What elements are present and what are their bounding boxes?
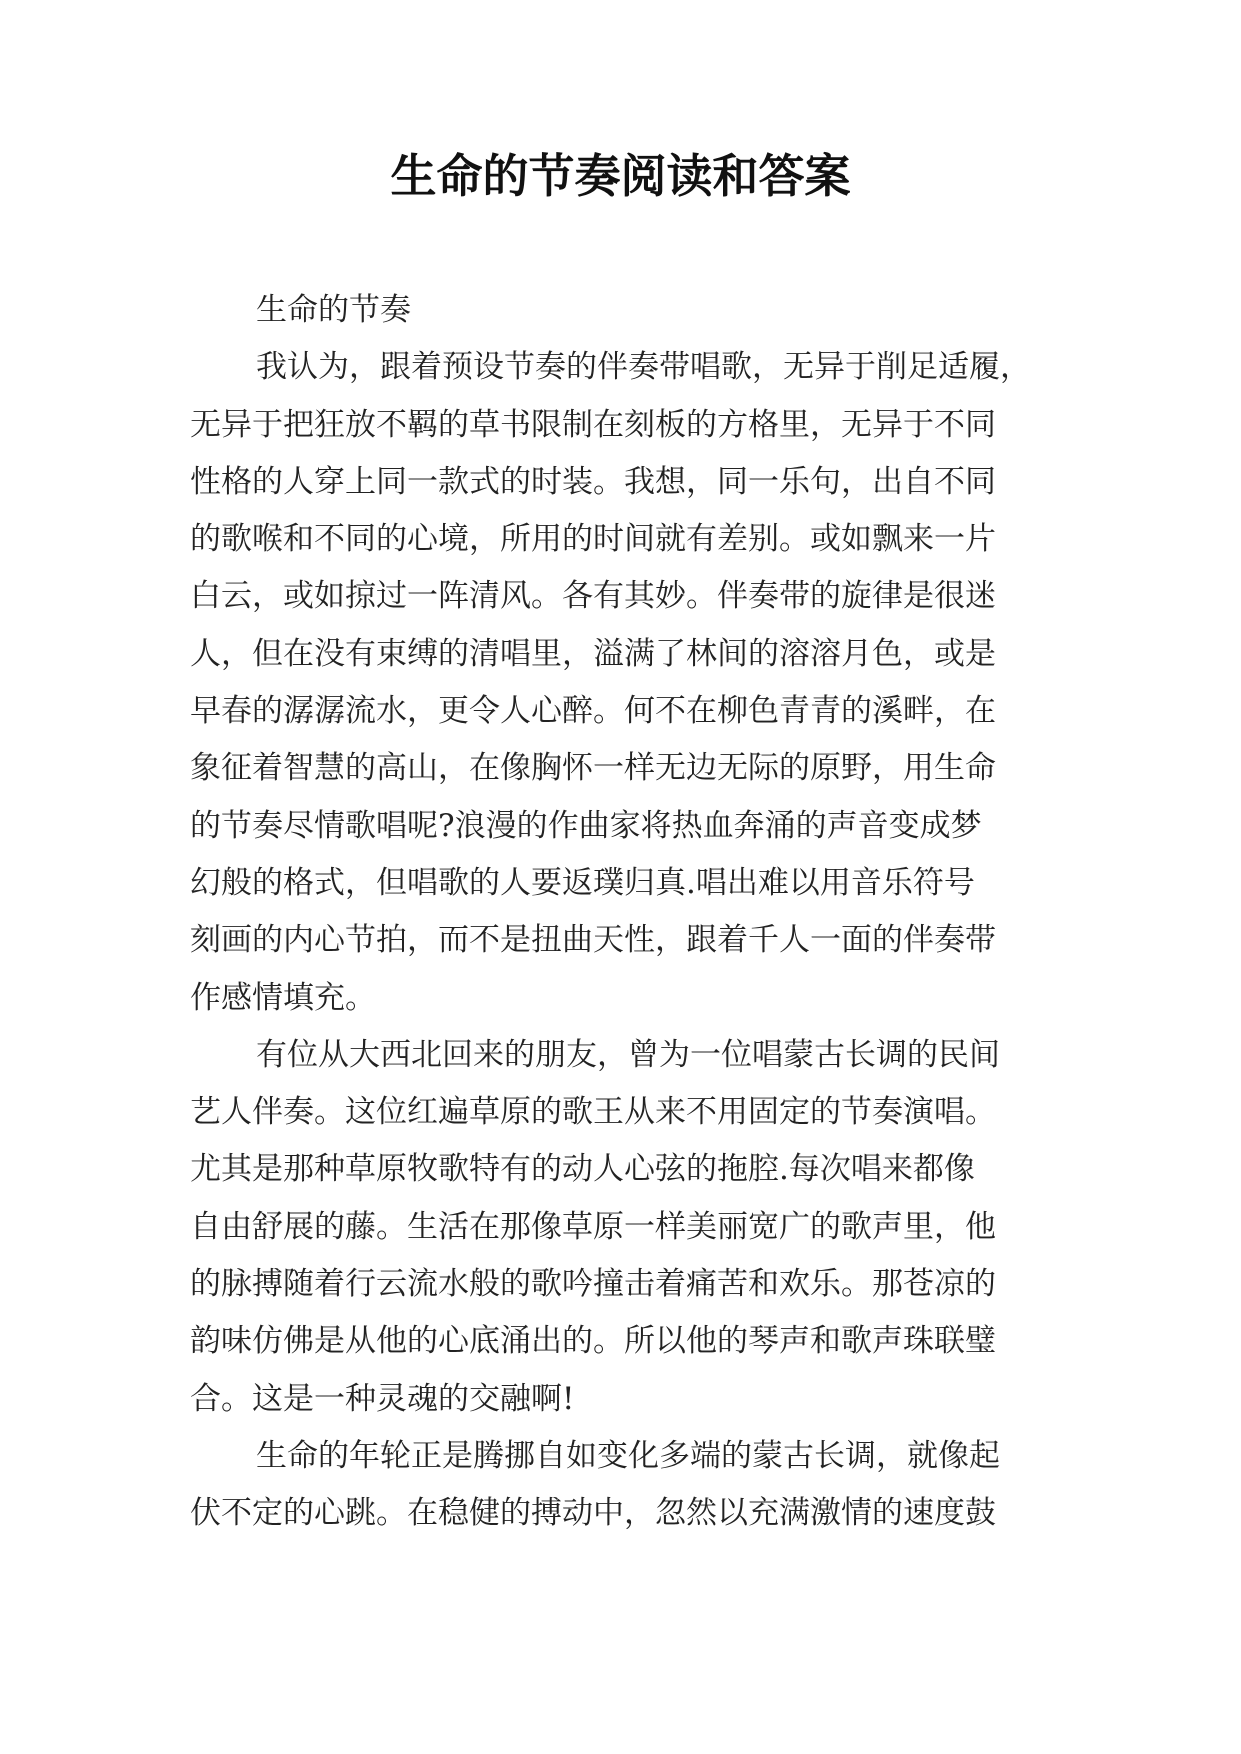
text-line: 作感情填充。 [190, 979, 376, 1016]
text-line: 艺人伴奏。这位红遍草原的歌王从来不用固定的节奏演唱。 [190, 1094, 996, 1131]
section-heading [190, 282, 1070, 339]
text-line: 的节奏尽情歌唱呢?浪漫的作曲家将热血奔涌的声音变成梦 [190, 807, 982, 844]
text-line: 白云，或如掠过一阵清风。各有其妙。伴奏带的旋律是很迷 [190, 578, 996, 615]
paragraph-3 [190, 1428, 1070, 1543]
text-line: 幻般的格式，但唱歌的人要返璞归真.唱出难以用音乐符号 [190, 864, 975, 901]
text-line: 早春的潺潺流水，更令人心醉。何不在柳色青青的溪畔，在 [190, 693, 996, 730]
paragraph-2 [190, 1027, 1070, 1428]
text-line: 的歌喉和不同的心境，所用的时间就有差别。或如飘来一片 [190, 521, 996, 558]
text-line: 人，但在没有束缚的清唱里，溢满了林间的溶溶月色，或是 [190, 635, 996, 672]
text-line: 象征着智慧的高山，在像胸怀一样无边无际的原野，用生命 [190, 750, 996, 787]
text-line: 韵味仿佛是从他的心底涌出的。所以他的琴声和歌声珠联璧 [190, 1323, 996, 1360]
paragraph-1 [190, 339, 1070, 1027]
text-line: 合。这是一种灵魂的交融啊! [190, 1380, 575, 1417]
text-line: 我认为，跟着预设节奏的伴奏带唱歌，无异于削足适履， [256, 349, 1031, 386]
document-title: 生命的节奏阅读和答案 [390, 149, 851, 203]
text-line: 生命的年轮正是腾挪自如变化多端的蒙古长调，就像起 [256, 1437, 1000, 1474]
text-line: 伏不定的心跳。在稳健的搏动中，忽然以充满激情的速度鼓 [190, 1495, 996, 1532]
text-line: 的脉搏随着行云流水般的歌吟撞击着痛苦和欢乐。那苍凉的 [190, 1266, 996, 1303]
text-line: 尤其是那种草原牧歌特有的动人心弦的拖腔.每次唱来都像 [190, 1151, 975, 1188]
text-line: 自由舒展的藤。生活在那像草原一样美丽宽广的歌声里，他 [190, 1208, 996, 1245]
text-line: 有位从大西北回来的朋友，曾为一位唱蒙古长调的民间 [256, 1036, 1000, 1073]
text-line: 无异于把狂放不羁的草书限制在刻板的方格里，无异于不同 [190, 406, 996, 443]
document-body [190, 282, 1070, 1543]
text-line: 生命的节奏 [256, 292, 411, 328]
text-line: 刻画的内心节拍，而不是扭曲天性，跟着千人一面的伴奏带 [190, 922, 996, 959]
text-line: 性格的人穿上同一款式的时装。我想，同一乐句，出自不同 [190, 463, 996, 500]
